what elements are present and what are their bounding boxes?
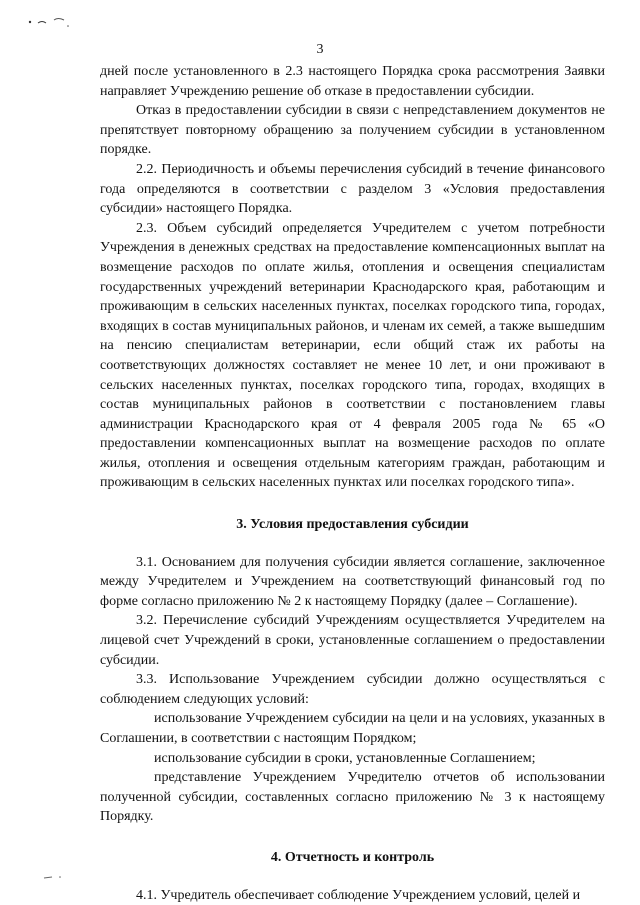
paragraph: Отказ в предоставлении субсидии в связи с непредставлением документов не препятствует повторному обращению за получением субсидии в установленном порядке. bbox=[100, 103, 605, 158]
section-heading: 4. Отчетность и контроль bbox=[270, 849, 435, 865]
list-item: использование субсидии в сроки, установленные Соглашением; bbox=[154, 750, 536, 766]
list-item: представление Учреждением Учредителю отчетов об использовании полученной субсидии, составленных согласно приложению № 3 к настоящему Порядку. bbox=[100, 770, 605, 825]
list-item: использование Учреждением субсидии на цели и на условиях, указанных в Соглашении, в соответствии с настоящим Порядком; bbox=[100, 711, 605, 746]
page-number: 3 bbox=[316, 42, 324, 57]
paragraph: дней после установленного в 2.3 настоящего Порядка срока рассмотрения Заявки направляет Учреждению решение об отказе в предоставлении субсидии. bbox=[100, 64, 605, 99]
document-body bbox=[100, 62, 605, 905]
scan-mark bbox=[24, 14, 74, 34]
paragraph: 3.3. Использование Учреждением субсидии должно осуществляться с соблюдением следующих условий: bbox=[100, 672, 605, 707]
paragraph: 2.2. Периодичность и объемы перечисления субсидий в течение финансового года определяются в соответствии с разделом 3 «Условия предоставления субсидии» настоящего Порядка. bbox=[100, 161, 605, 217]
paragraph: 3.2. Перечисление субсидий Учреждениям осуществляется Учредителем на лицевой счет Учреждений в сроки, установленные соглашением о предоставлении субсидии. bbox=[100, 613, 605, 668]
section-heading: 3. Условия предоставления субсидии bbox=[236, 517, 469, 533]
paragraph: 2.3. Объем субсидий определяется Учредителем с учетом потребности Учреждения в денежных средствах на предоставление компенсационных выплат на возмещение расходов по оплате жилья, отопления и освещения специалистам государственных учреждений ветеринарии Краснодарского края, работающим и проживающим в сельских населенных пунктах, поселках городского типа, городах, входящих в состав муниципальных районов, и членам их семей, а также вышедшим на пенсию специалистам ветеринарии, если общий стаж их работы на соответствующих должностях составляет не менее 10 лет, и они проживают в сельских населенных пунктах, поселках городского типа, городах, входящих в состав муниципальных районов в соответствии с постановлением главы администрации Краснодарского края от 4 февраля 2005 года № 65 «О предоставлении компенсационных выплат на возмещение расходов по оплате жилья, отопления и освещения отдельным категориям граждан, работающим и проживающим в сельских населенных пунктах или поселках городского типа». bbox=[100, 220, 605, 491]
scan-mark bbox=[40, 872, 80, 881]
paragraph: 4.1. Учредитель обеспечивает соблюдение Учреждением условий, целей и bbox=[136, 887, 581, 903]
paragraph: 3.1. Основанием для получения субсидии является соглашение, заключенное между Учредителем и Учреждением на соответствующий финансовый год по форме согласно приложению № 2 к настоящему Порядку (далее – Соглашение). bbox=[100, 554, 605, 609]
